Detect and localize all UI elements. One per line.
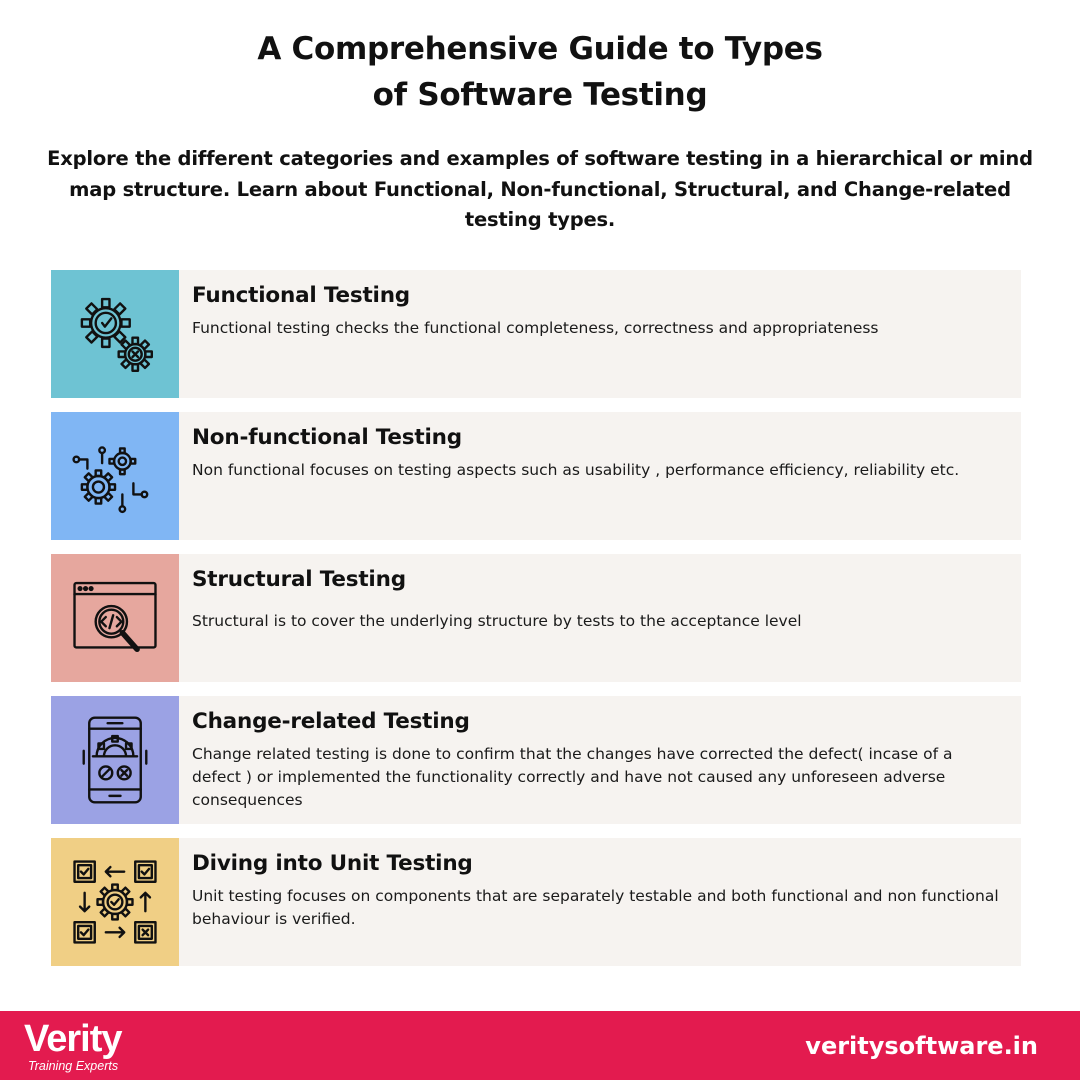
card-description: Functional testing checks the functional completeness, correctness and appropriateness: [192, 319, 879, 337]
page-title-line-2: of Software Testing: [372, 77, 708, 113]
brand-name: Verity: [24, 1018, 122, 1060]
card-title: Functional Testing: [192, 283, 410, 308]
card-description: Non functional focuses on testing aspects such as usability , performance efficiency, reliability etc.: [192, 461, 960, 479]
card-description: Structural is to cover the underlying structure by tests to the acceptance level: [192, 612, 802, 630]
gears-check-icon: [51, 270, 179, 398]
card-unit-testing: [51, 838, 1021, 966]
card-content: [179, 554, 1021, 682]
card-description: Unit testing focuses on components that are separately testable and both functional and non functional behaviour is verified.: [192, 887, 999, 928]
card-structural-testing: [51, 554, 1021, 682]
website-link[interactable]: veritysoftware.in: [805, 1032, 1038, 1060]
card-content: [179, 412, 1021, 540]
card-content: [179, 270, 1021, 398]
gears-circuit-icon: [51, 412, 179, 540]
card-title: Change-related Testing: [192, 709, 470, 734]
card-content: [179, 696, 1021, 824]
mobile-gear-icon: [51, 696, 179, 824]
card-non-functional-testing: [51, 412, 1021, 540]
page-title-line-1: A Comprehensive Guide to Types: [257, 31, 823, 67]
card-functional-testing: [51, 270, 1021, 398]
brand-tagline: Training Experts: [28, 1059, 119, 1073]
card-title: Diving into Unit Testing: [192, 851, 473, 876]
page-title: [0, 26, 1080, 118]
footer-bar: [0, 1011, 1080, 1080]
card-change-related-testing: [51, 696, 1021, 824]
brand-logo[interactable]: [24, 1019, 122, 1073]
page-subtitle: Explore the different categories and examples of software testing in a hierarchical or mind map structure. Learn about Functional, Non-functional, Structural, and Change-related testing types.: [47, 147, 1033, 231]
card-title: Non-functional Testing: [192, 425, 462, 450]
card-title: Structural Testing: [192, 567, 406, 592]
unit-flow-icon: [51, 838, 179, 966]
card-content: [179, 838, 1021, 966]
code-search-icon: [51, 554, 179, 682]
card-description: Change related testing is done to confirm that the changes have corrected the defect( incase of a defect ) or implemented the functionality correctly and have not caused any unforeseen adverse consequences: [192, 745, 953, 809]
